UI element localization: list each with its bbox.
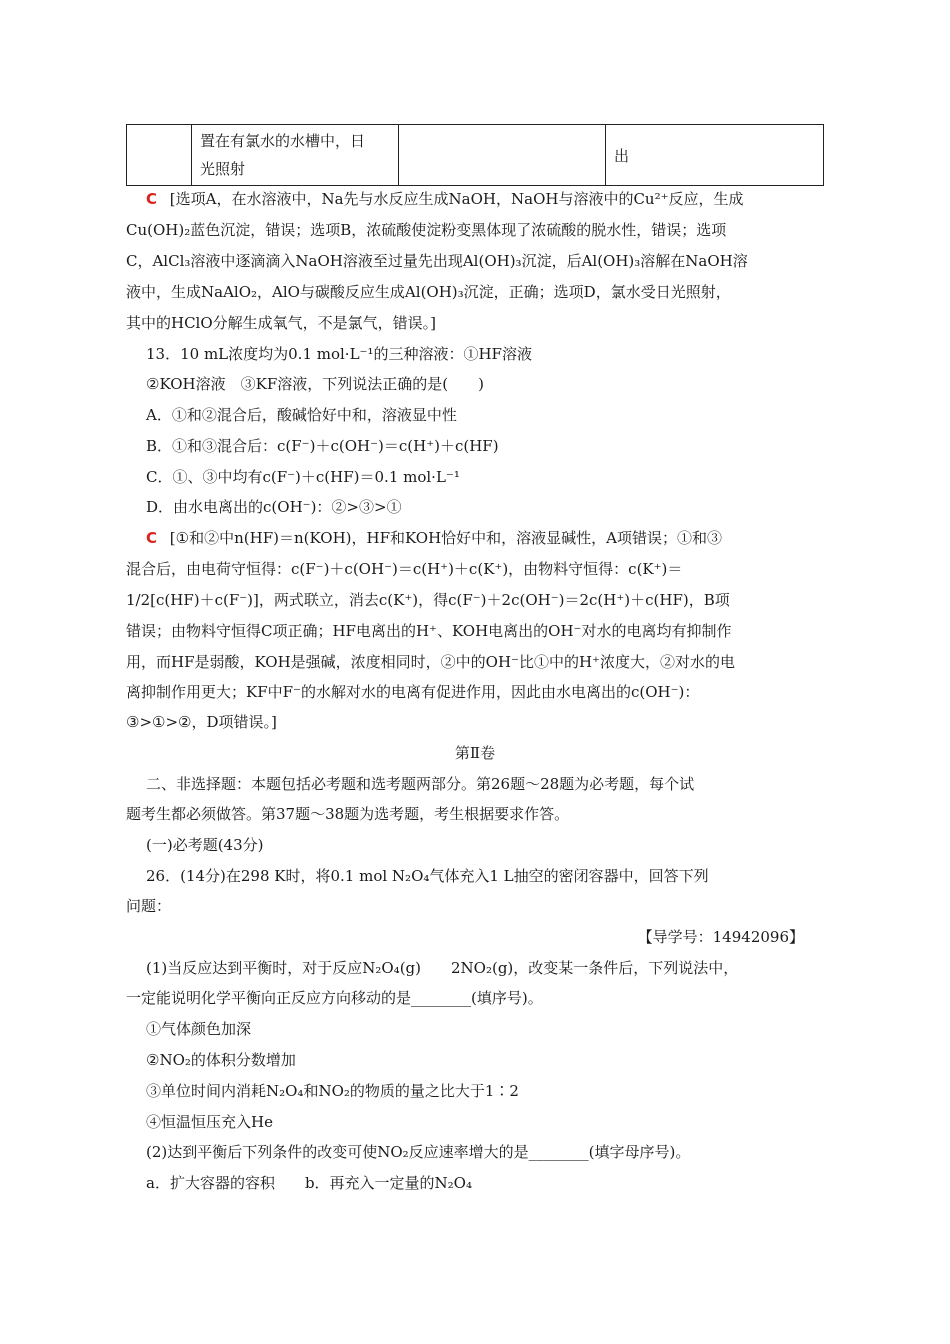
answer-line (146, 188, 744, 210)
option-d: D．由水电离出的c(OH⁻)：②>③>① (146, 498, 402, 516)
section-title: 第Ⅱ卷 (454, 744, 496, 762)
question-stem: ②KOH溶液 ③KF溶液，下列说法正确的是( ) (146, 375, 484, 393)
question-stem: 13．10 mL浓度均为0.1 mol·L⁻¹的三种溶液：①HF溶液 (146, 345, 532, 363)
question-stem: 问题： (126, 897, 172, 915)
table-cell-text: 光照射 (200, 160, 246, 178)
table-cell-text: 置在有氯水的水槽中，日 (200, 132, 366, 150)
answer-line: 用，而HF是弱酸，KOH是强碱，浓度相同时，②中的OH⁻比①中的H⁺浓度大，②对水的电 (126, 653, 735, 671)
section-intro: 题考生都必须做答。第37题～38题为选考题，考生根据要求作答。 (126, 805, 570, 823)
answer-line (146, 527, 722, 549)
list-item: ③单位时间内消耗N₂O₄和NO₂的物质的量之比大于1∶2 (146, 1082, 519, 1100)
table-cell (399, 125, 606, 186)
table-cell (127, 125, 192, 186)
sub-question: 一定能说明化学平衡向正反应方向移动的是________(填序号)。 (126, 989, 543, 1007)
answer-line: 混合后，由电荷守恒得：c(F⁻)＋c(OH⁻)＝c(H⁺)＋c(K⁺)，由物料守恒得：c(K⁺)＝ (126, 560, 683, 578)
question-stem: 26．(14分)在298 K时，将0.1 mol N₂O₄气体充入1 L抽空的密闭容器中，回答下列 (146, 867, 709, 885)
answer-line: 其中的HClO分解生成氧气，不是氯气，错误。] (126, 314, 437, 332)
part-title: (一)必考题(43分) (146, 836, 264, 854)
answer-line: 离抑制作用更大；KF中F⁻的水解对水的电离有促进作用，因此由水电离出的c(OH⁻)： (126, 683, 700, 701)
option-a: A．①和②混合后，酸碱恰好中和，溶液显中性 (146, 406, 457, 424)
sub-question: (1)当反应达到平衡时，对于反应N₂O₄(g) 2NO₂(g)，改变某一条件后，下列说法中， (146, 959, 739, 977)
answer-letter: C (146, 529, 158, 547)
table-cell: 出 (606, 125, 824, 186)
answer-line: 液中，生成NaAlO₂，AlO与碳酸反应生成Al(OH)₃沉淀，正确；选项D，氯水受日光照射， (126, 283, 731, 301)
section-intro: 二、非选择题：本题包括必考题和选考题两部分。第26题～28题为必考题，每个试 (146, 775, 695, 793)
list-item: a．扩大容器的容积 b．再充入一定量的N₂O₄ (146, 1174, 472, 1192)
guide-number: 【导学号：14942096】 (637, 928, 804, 946)
continued-table (126, 124, 824, 186)
answer-line: ③>①>②，D项错误。] (126, 713, 277, 731)
list-item: ④恒温恒压充入He (146, 1113, 273, 1131)
option-c: C．①、③中均有c(F⁻)＋c(HF)＝0.1 mol·L⁻¹ (146, 468, 460, 486)
answer-line: 错误；由物料守恒得C项正确；HF电离出的H⁺、KOH电离出的OH⁻对水的电离均有抑制作 (126, 622, 732, 640)
sub-question: (2)达到平衡后下列条件的改变可使NO₂反应速率增大的是________(填字母序号)。 (146, 1143, 691, 1161)
answer-line: C，AlCl₃溶液中逐滴滴入NaOH溶液至过量先出现Al(OH)₃沉淀，后Al(OH)₃溶解在NaOH溶 (126, 252, 748, 270)
option-b: B．①和③混合后：c(F⁻)＋c(OH⁻)＝c(H⁺)＋c(HF) (146, 437, 499, 455)
answer-letter: C (146, 190, 158, 208)
table-cell (192, 125, 399, 186)
answer-line: 1/2[c(HF)＋c(F⁻)]，两式联立，消去c(K⁺)，得c(F⁻)＋2c(OH⁻)＝2c(H⁺)＋c(HF)，B项 (126, 591, 730, 609)
list-item: ②NO₂的体积分数增加 (146, 1051, 296, 1069)
answer-text: [①和②中n(HF)＝n(KOH)，HF和KOH恰好中和，溶液显碱性，A项错误；①和③ (169, 529, 723, 547)
answer-text: [选项A，在水溶液中，Na先与水反应生成NaOH，NaOH与溶液中的Cu²⁺反应，生成 (169, 190, 744, 208)
list-item: ①气体颜色加深 (146, 1020, 252, 1038)
answer-line: Cu(OH)₂蓝色沉淀，错误；选项B，浓硫酸使淀粉变黑体现了浓硫酸的脱水性，错误；选项 (126, 221, 727, 239)
table-row (127, 125, 824, 186)
